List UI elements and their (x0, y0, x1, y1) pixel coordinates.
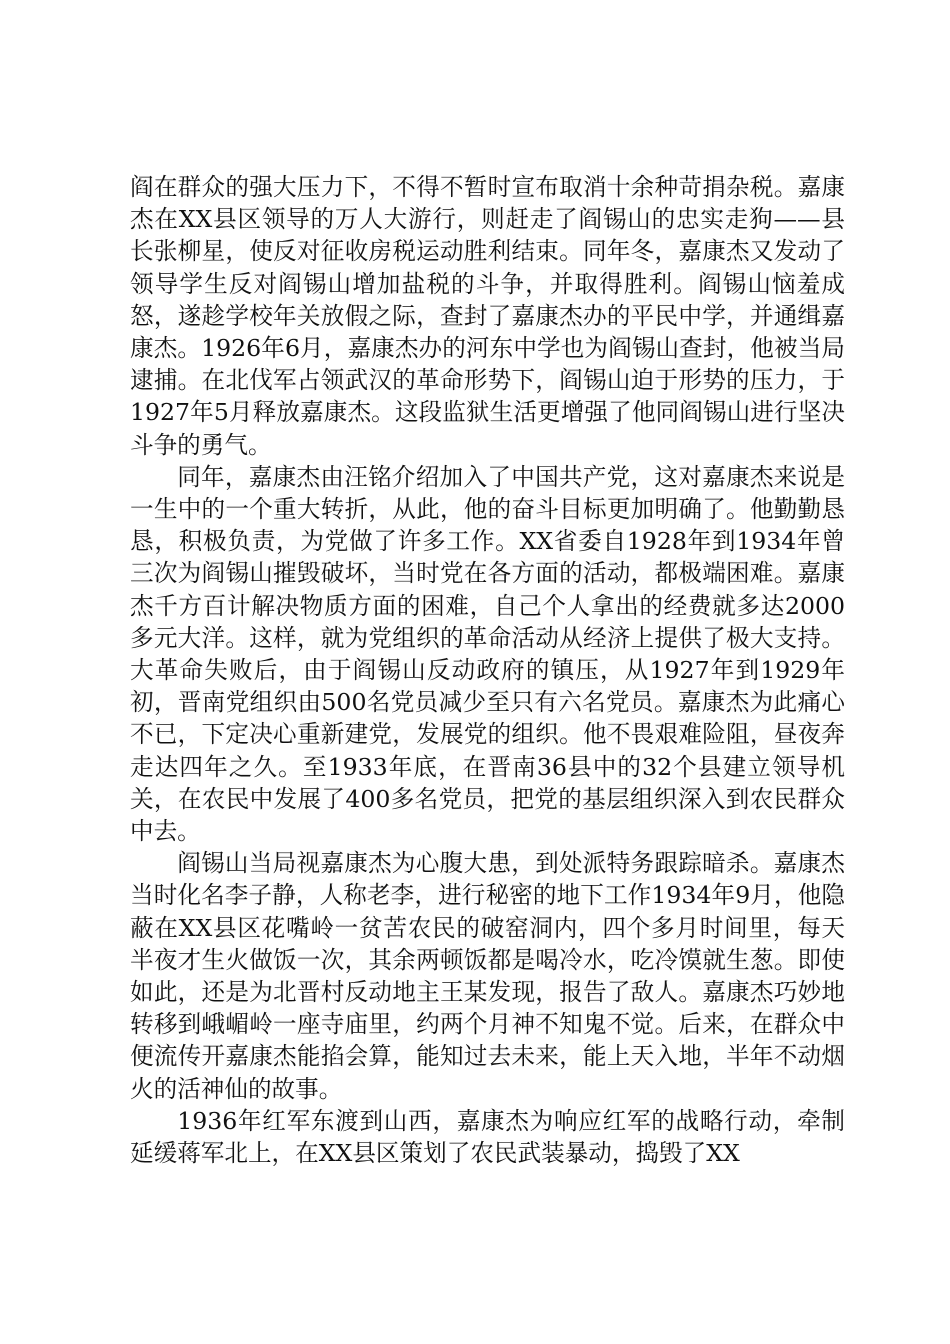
paragraph-4: 1936年红军东渡到山西，嘉康杰为响应红军的战略行动，牵制延缓蒋军北上，在XX县区策划了农民武装暴动，捣毁了XX (130, 1106, 845, 1168)
paragraph-3: 阎锡山当局视嘉康杰为心腹大患，到处派特务跟踪暗杀。嘉康杰当时化名李子静，人称老李，进行秘密的地下工作1934年9月，他隐蔽在XX县区花嘴岭一贫苦农民的破窑洞内，四个多月时间里，每天半夜才生火做饭一次，其余两顿饭都是喝冷水，吃冷馍就生葱。即使如此，还是为北晋村反动地主王某发现，报告了敌人。嘉康杰巧妙地转移到峨嵋岭一座寺庙里，约两个月神不知鬼不觉。后来，在群众中便流传开嘉康杰能掐会算，能知过去未来，能上天入地，半年不动烟火的活神仙的故事。 (130, 849, 845, 1103)
paragraph-1: 阎在群众的强大压力下，不得不暂时宣布取消十余种苛捐杂税。嘉康杰在XX县区领导的万人大游行，则赶走了阎锡山的忠实走狗——县长张柳星，使反对征收房税运动胜利结束。同年冬，嘉康杰又发动了领导学生反对阎锡山增加盐税的斗争，并取得胜利。阎锡山恼羞成怒，遂趁学校年关放假之际，查封了嘉康杰办的平民中学，并通缉嘉康杰。1926年6月，嘉康杰办的河东中学也为阎锡山查封，他被当局逮捕。在北伐军占领武汉的革命形势下，阎锡山迫于形势的压力，于1927年5月释放嘉康杰。这段监狱生活更增强了他同阎锡山进行坚决斗争的勇气。 (130, 173, 845, 459)
document-body (130, 171, 845, 1169)
paragraph-2: 同年，嘉康杰由汪铭介绍加入了中国共产党，这对嘉康杰来说是一生中的一个重大转折，从此，他的奋斗目标更加明确了。他勤勤恳恳，积极负责，为党做了许多工作。XX省委自1928年到1934年曾三次为阎锡山摧毁破坏，当时党在各方面的活动，都极端困难。嘉康杰千方百计解决物质方面的困难，自己个人拿出的经费就多达2000多元大洋。这样，就为党组织的革命活动从经济上提供了极大支持。大革命失败后，由于阎锡山反动政府的镇压，从1927年到1929年初，晋南党组织由500名党员减少至只有六名党员。嘉康杰为此痛心不已，下定决心重新建党，发展党的组织。他不畏艰难险阻，昼夜奔走达四年之久。至1933年底，在晋南36县中的32个县建立领导机关，在农民中发展了400多名党员，把党的基层组织深入到农民群众中去。 (130, 462, 845, 846)
